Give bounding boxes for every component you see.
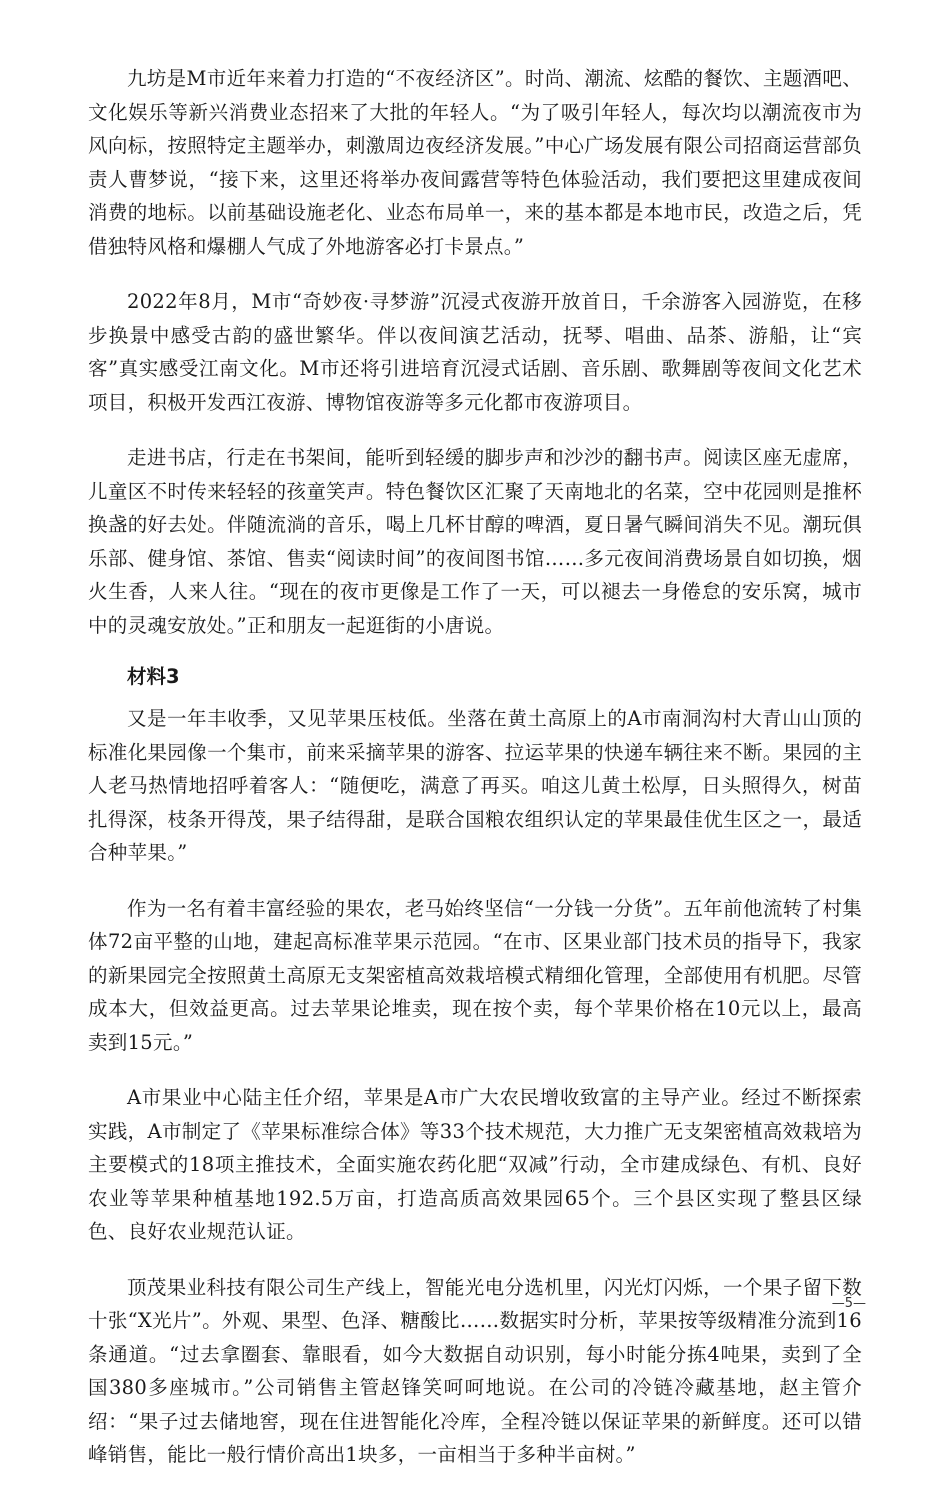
section-heading-material-3: 材料3 (127, 665, 180, 688)
paragraph-jiufang-night-economy: 九坊是M市近年来着力打造的“不夜经济区”。时尚、潮流、炫酷的餐饮、主题酒吧、文化娱乐等新兴消费业态招来了大批的年轻人。“为了吸引年轻人，每次均以潮流夜市为风向标，按照特定主题举办，刺激周边夜经济发展。”中心广场发展有限公司招商运营部负责人曹梦说，“接下来，这里还将举办夜间露营等特色体验活动，我们要把这里建成夜间消费的地标。以前基础设施老化、业态布局单一，来的基本都是本地市民，改造之后，凭借独特风格和爆棚人气成了外地游客必打卡景点。” (88, 67, 862, 258)
page-number: —5— (831, 1296, 866, 1311)
paragraph-fruit-center: A市果业中心陆主任介绍，苹果是A市广大农民增收致富的主导产业。经过不断探索实践，A市制定了《苹果标准综合体》等33个技术规范，大力推广无支架密植高效栽培为主要模式的18项主推技术，全面实施农药化肥“双减”行动，全市建成绿色、有机、良好农业等苹果种植基地192.5万亩，打造高质高效果园65个。三个县区实现了整县区绿色、良好农业规范认证。 (88, 1086, 862, 1243)
document-body (88, 62, 862, 1494)
paragraph-apple-harvest: 又是一年丰收季，又见苹果压枝低。坐落在黄土高原上的A市南洞沟村大青山山顶的标准化果园像一个集市，前来采摘苹果的游客、拉运苹果的快递车辆往来不断。果园的主人老马热情地招呼着客人：“随便吃，满意了再买。咱这儿黄土松厚，日头照得久，树苗扎得深，枝条开得茂，果子结得甜，是联合国粮农组织认定的苹果最佳优生区之一，最适合种苹果。” (88, 707, 862, 864)
paragraph-bookstore: 走进书店，行走在书架间，能听到轻缓的脚步声和沙沙的翻书声。阅读区座无虚席，儿童区不时传来轻轻的孩童笑声。特色餐饮区汇聚了天南地北的名菜，空中花园则是推杯换盏的好去处。伴随流淌的音乐，喝上几杯甘醇的啤酒，夏日暑气瞬间消失不见。潮玩俱乐部、健身馆、茶馆、售卖“阅读时间”的夜间图书馆……多元夜间消费场景自如切换，烟火生香，人来人往。“现在的夜市更像是工作了一天，可以褪去一身倦怠的安乐窝，城市中的灵魂安放处。”正和朋友一起逛街的小唐说。 (88, 446, 862, 637)
paragraph-sorting-line: 顶茂果业科技有限公司生产线上，智能光电分选机里，闪光灯闪烁，一个果子留下数十张“X光片”。外观、果型、色泽、糖酸比……数据实时分析，苹果按等级精准分流到16条通道。“过去拿圈套、靠眼看，如今大数据自动识别，每小时能分拣4吨果，卖到了全国380多座城市。”公司销售主管赵锋笑呵呵地说。在公司的冷链冷藏基地，赵主管介绍：“果子过去储地窖，现在住进智能化冷库，全程冷链以保证苹果的新鲜度。还可以错峰销售，能比一般行情价高出1块多，一亩相当于多种半亩树。” (88, 1275, 862, 1466)
paragraph-lao-ma-orchard: 作为一名有着丰富经验的果农，老马始终坚信“一分钱一分货”。五年前他流转了村集体72亩平整的山地，建起高标准苹果示范园。“在市、区果业部门技术员的指导下，我家的新果园完全按照黄土高原无支架密植高效栽培模式精细化管理，全部使用有机肥。尽管成本大，但效益更高。过去苹果论堆卖，现在按个卖，每个苹果价格在10元以上，最高卖到15元。” (88, 896, 862, 1054)
paragraph-night-tour: 2022年8月，M市“奇妙夜·寻梦游”沉浸式夜游开放首日，千余游客入园游览，在移步换景中感受古韵的盛世繁华。伴以夜间演艺活动，抚琴、唱曲、品茶、游船，让“宾客”真实感受江南文化。M市还将引进培育沉浸式话剧、音乐剧、歌舞剧等夜间文化艺术项目，积极开发西江夜游、博物馆夜游等多元化都市夜游项目。 (88, 290, 862, 414)
